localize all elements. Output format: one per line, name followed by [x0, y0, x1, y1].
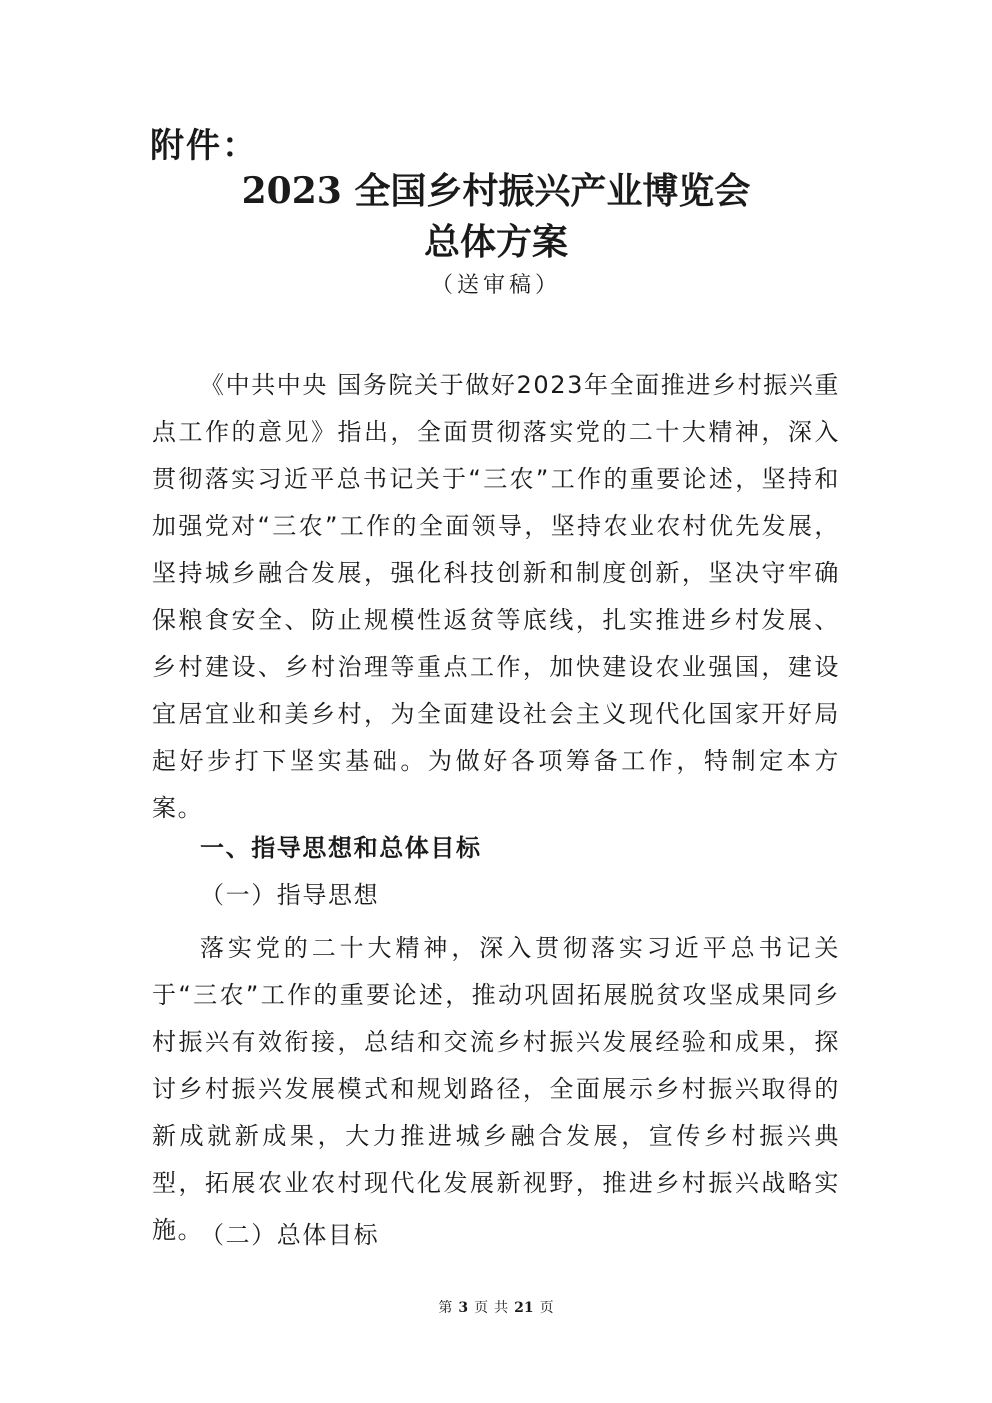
current-page-number: 3	[458, 1300, 469, 1316]
intro-paragraph: 《中共中央 国务院关于做好2023年全面推进乡村振兴重点工作的意见》指出，全面贯彻落实党的二十大精神，深入贯彻落实习近平总书记关于“三农”工作的重要论述，坚持和加强党对“三农”工作的全面领导，坚持农业农村优先发展，坚持城乡融合发展，强化科技创新和制度创新，坚决守牢确保粮食安全、防止规模性返贫等底线，扎实推进乡村发展、乡村建设、乡村治理等重点工作，加快建设农业强国，建设宜居宜业和美乡村，为全面建设社会主义现代化国家开好局起好步打下坚实基础。为做好各项筹备工作，特制定本方案。	[152, 371, 840, 822]
draft-status-note: （送审稿）	[430, 273, 561, 298]
subsection-heading-overall-goals: （二）总体目标	[200, 1221, 380, 1249]
footer-suffix: 页	[539, 1300, 554, 1316]
subsection-heading-guiding-ideas: （一）指导思想	[200, 881, 380, 909]
footer-total-word: 共	[494, 1300, 509, 1316]
footer-page-word: 页	[474, 1300, 489, 1316]
footer-prefix: 第	[438, 1300, 453, 1316]
document-title-line2: 总体方案	[423, 221, 568, 263]
document-title-line1: 2023 全国乡村振兴产业博览会	[241, 170, 751, 212]
attachment-label: 附件：	[150, 126, 258, 166]
page-footer	[0, 1298, 992, 1318]
section-heading-guiding-ideas-and-goals: 一、指导思想和总体目标	[200, 834, 482, 862]
guiding-ideas-paragraph: 落实党的二十大精神，深入贯彻落实习近平总书记关于“三农”工作的重要论述，推动巩固拓展脱贫攻坚成果同乡村振兴有效衔接，总结和交流乡村振兴发展经验和成果，探讨乡村振兴发展模式和规划路径，全面展示乡村振兴取得的新成就新成果，大力推进城乡融合发展，宣传乡村振兴典型，拓展农业农村现代化发展新视野，推进乡村振兴战略实施。	[152, 934, 840, 1244]
total-pages-number: 21	[514, 1300, 534, 1316]
